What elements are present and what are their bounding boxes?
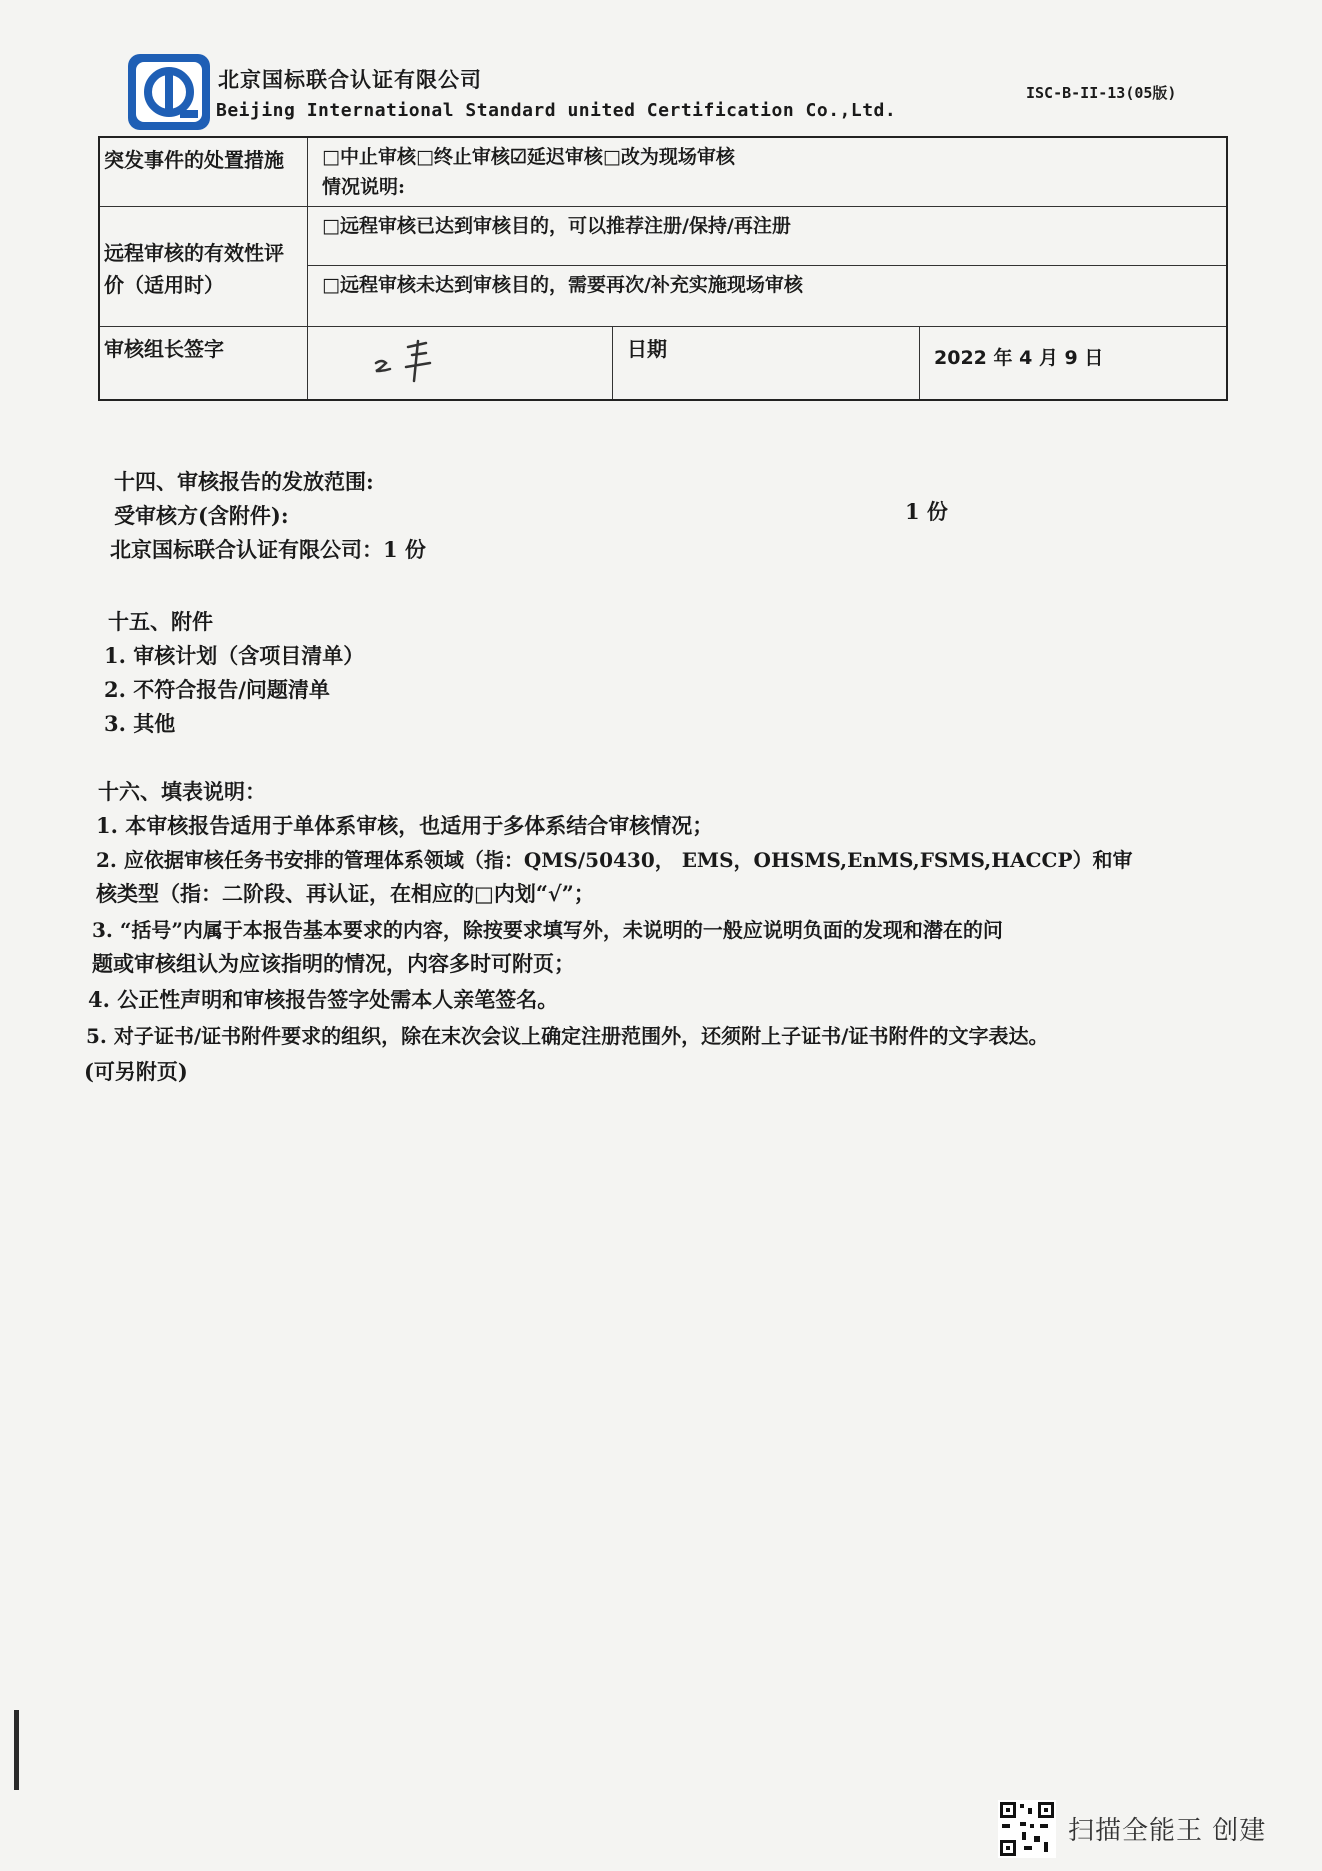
section14-title: 十四、审核报告的发放范围: <box>114 469 374 494</box>
validity-option-1: □远程审核已达到审核目的，可以推荐注册/保持/再注册 <box>322 215 791 237</box>
section15-title: 十五、附件 <box>108 609 213 634</box>
section14-line2: 北京国标联合认证有限公司：1 份 <box>110 537 426 562</box>
emergency-label: 突发事件的处置措施 <box>100 138 308 206</box>
date-value: 2022 年 4 月 9 日 <box>934 347 1104 369</box>
signature-row <box>100 326 1226 399</box>
isc-logo-icon <box>126 52 212 132</box>
section15-item-1: 1. 审核计划（含项目清单） <box>104 643 365 668</box>
situation-label: 情况说明: <box>322 176 406 198</box>
validity-row <box>100 206 1226 326</box>
section16-item-3: 3. “括号”内属于本报告基本要求的内容，除按要求填写外，未说明的一般应说明负面的发现和潜在的问 <box>92 918 1003 942</box>
date-label: 日期 <box>613 327 920 399</box>
emergency-row <box>100 138 1226 206</box>
scanner-watermark: 扫描全能王 创建 <box>1068 1816 1267 1846</box>
section16-item-3-cont: 题或审核组认为应该指明的情况，内容多时可附页； <box>92 951 575 976</box>
validity-option-2: □远程审核未达到审核目的，需要再次/补充实施现场审核 <box>308 265 1226 326</box>
section16-item-5: 5. 对子证书/证书附件要求的组织，除在末次会议上确定注册范围外，还须附上子证书/证书附件的文字表达。 <box>86 1024 1049 1048</box>
company-name-en: Beijing International Standard united Certification Co.,Ltd. <box>216 100 897 121</box>
handwritten-signature-icon <box>368 333 458 387</box>
section16-item-1: 1. 本审核报告适用于单体系审核，也适用于多体系结合审核情况； <box>96 813 714 838</box>
section15-item-2: 2. 不符合报告/问题清单 <box>104 677 330 702</box>
section16-item-5-cont: (可另附页) <box>84 1059 188 1084</box>
validity-label: 远程审核的有效性评价（适用时） <box>100 207 308 326</box>
scan-edge-mark <box>14 1710 19 1790</box>
section16-item-4: 4. 公正性声明和审核报告签字处需本人亲笔签名。 <box>88 987 559 1012</box>
section16-item-2-cont: 核类型（指：二阶段、再认证，在相应的□内划“√”； <box>96 881 595 906</box>
audit-table <box>98 136 1228 401</box>
section14-line1: 受审核方(含附件): <box>114 503 289 528</box>
leader-signature-cell <box>308 327 613 399</box>
section15-item-3: 3. 其他 <box>104 711 176 736</box>
company-name-cn: 北京国标联合认证有限公司 <box>218 67 482 92</box>
emergency-options: □中止审核□终止审核☑延迟审核□改为现场审核 <box>322 146 735 168</box>
emergency-body <box>308 138 1226 206</box>
leader-sign-label: 审核组长签字 <box>100 327 308 399</box>
form-code: ISC-B-II-13(05版) <box>1026 84 1177 102</box>
qr-code-icon <box>998 1800 1056 1858</box>
validity-body <box>308 207 1226 326</box>
section16-title: 十六、填表说明： <box>98 779 266 804</box>
section16-item-2: 2. 应依据审核任务书安排的管理体系领域（指：QMS/50430， EMS，OHSMS,EnMS,FSMS,HACCP）和审 <box>96 848 1133 872</box>
section14-line1-count: 1 份 <box>905 499 948 524</box>
